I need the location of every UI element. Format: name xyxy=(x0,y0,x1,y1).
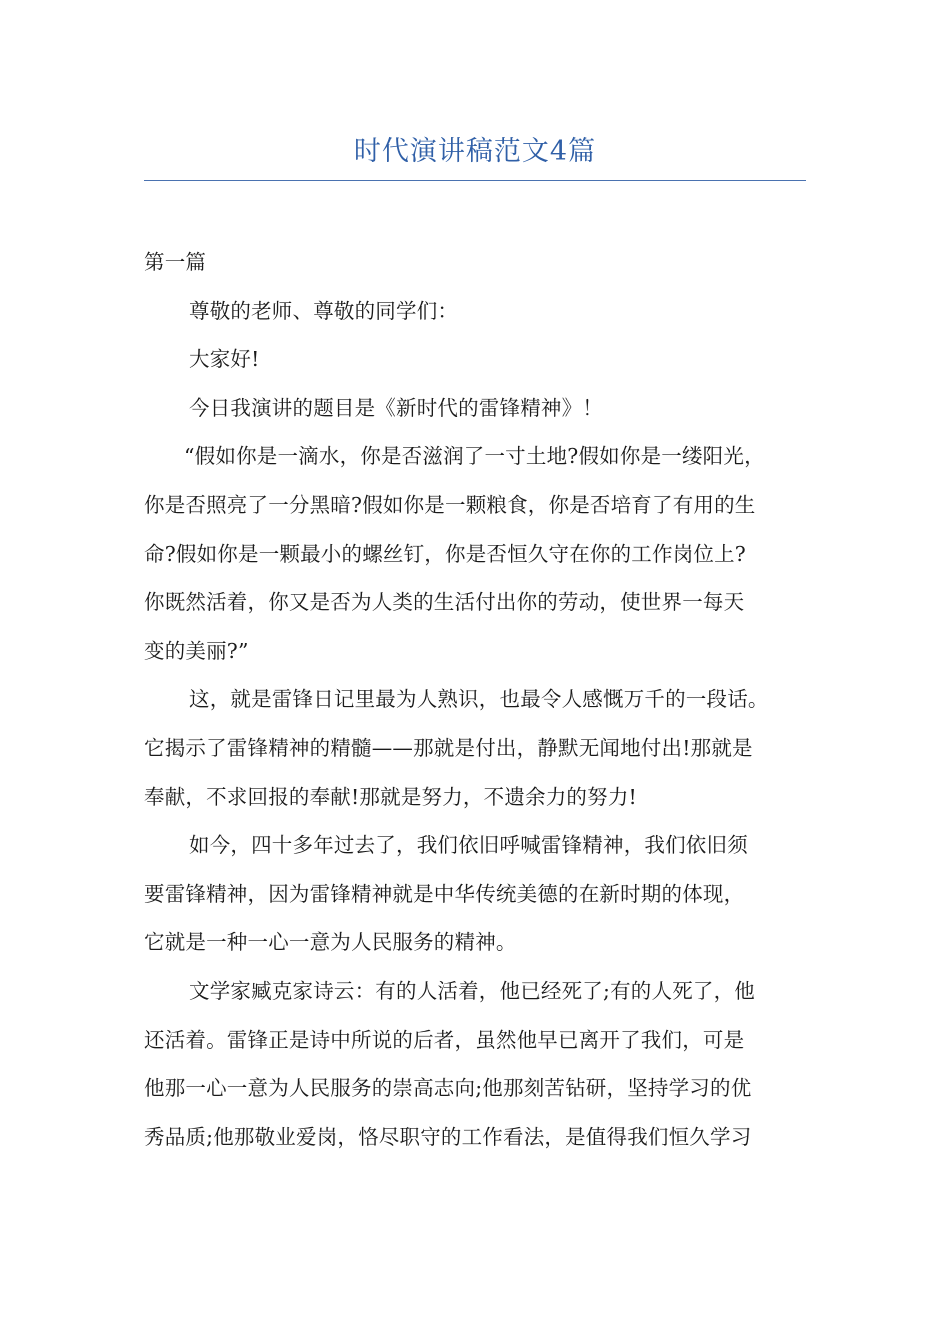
text-line: 你是否照亮了一分黑暗?假如你是一颗粮食，你是否培育了有用的生 xyxy=(144,492,756,517)
section-heading: 第一篇 xyxy=(144,250,207,274)
text-line: 尊敬的老师、尊敬的同学们： xyxy=(189,298,459,323)
text-line: 秀品质;他那敬业爱岗，恪尽职守的工作看法，是值得我们恒久学习 xyxy=(144,1124,752,1149)
document-body xyxy=(144,238,816,1161)
text-line: 大家好! xyxy=(189,347,260,372)
text-line: 奉献，不求回报的奉献!那就是努力，不遗余力的努力! xyxy=(144,784,637,809)
text-line: 这，就是雷锋日记里最为人熟识，也最令人感慨万千的一段话。 xyxy=(189,687,769,712)
text-line: 你既然活着，你又是否为人类的生活付出你的劳动，使世界一每天 xyxy=(144,590,745,615)
text-line: 如今，四十多年过去了，我们依旧呼喊雷锋精神，我们依旧须 xyxy=(189,833,748,858)
text-line: 要雷锋精神，因为雷锋精神就是中华传统美德的在新时期的体现， xyxy=(144,881,745,906)
document-title: 时代演讲稿范文4篇 xyxy=(353,136,597,167)
text-line: 还活着。雷锋正是诗中所说的后者，虽然他早已离开了我们，可是 xyxy=(144,1027,745,1052)
text-line: 它就是一种一心一意为人民服务的精神。 xyxy=(144,930,517,955)
text-line: “假如你是一滴水，你是否滋润了一寸土地?假如你是一缕阳光， xyxy=(184,444,765,469)
title-underline xyxy=(144,180,806,181)
text-line: 它揭示了雷锋精神的精髓——那就是付出，静默无闻地付出!那就是 xyxy=(144,735,753,760)
text-line: 他那一心一意为人民服务的崇高志向;他那刻苦钻研，坚持学习的优 xyxy=(144,1076,752,1101)
text-line: 文学家臧克家诗云：有的人活着，他已经死了;有的人死了，他 xyxy=(189,978,756,1003)
text-line: 今日我演讲的题目是《新时代的雷锋精神》！ xyxy=(189,395,603,420)
text-line: 变的美丽?” xyxy=(144,638,249,663)
text-line: 命?假如你是一颗最小的螺丝钉，你是否恒久守在你的工作岗位上? xyxy=(144,541,746,566)
